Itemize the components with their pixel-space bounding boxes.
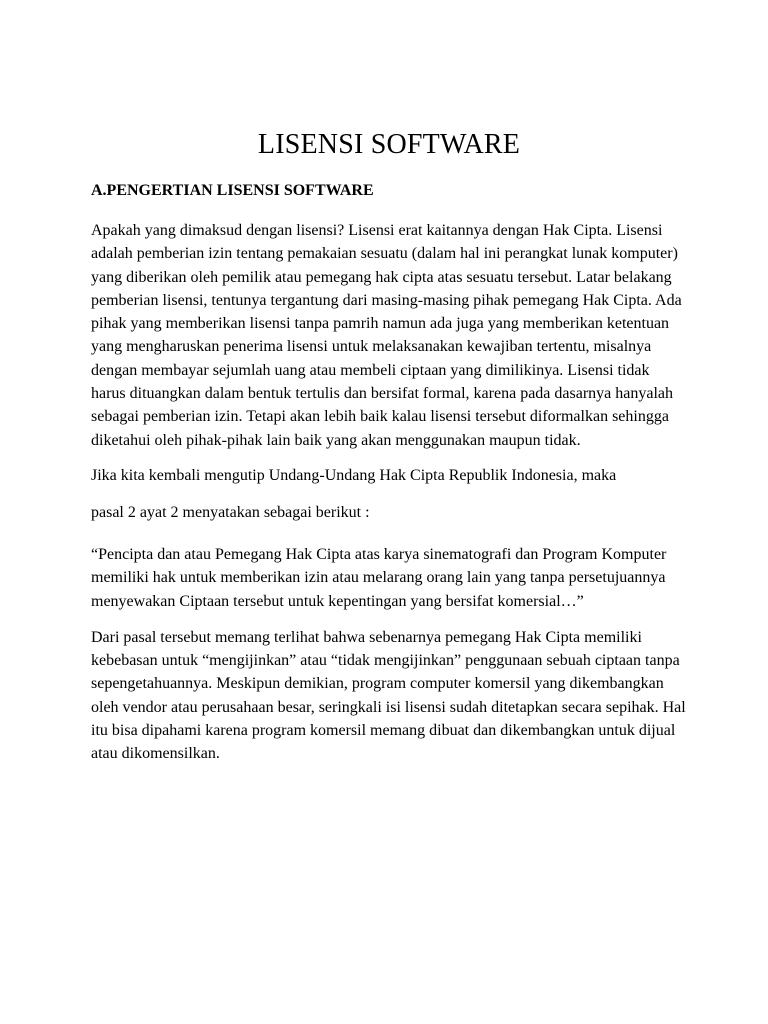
document-body bbox=[91, 128, 687, 779]
document-title: LISENSI SOFTWARE bbox=[257, 129, 521, 160]
paragraph-commercial-licensing: Dari pasal tersebut memang terlihat bahwa sebenarnya pemegang Hak Cipta memiliki kebebasan untuk “mengijinkan” atau “tidak mengijinkan” penggunaan sebuah ciptaan tanpa sepengetahuannya. Meskipun demikian, program computer komersil yang dikembangkan oleh vendor atau perusahaan besar, seringkali isi lisensi sudah ditetapkan secara sepihak. Hal itu bisa dipahami karena program komersil memang dibuat dan dikembangkan untuk dijual atau dikomensilkan. bbox=[91, 628, 686, 763]
paragraph-article-reference: pasal 2 ayat 2 menyatakan sebagai berikut : bbox=[91, 503, 370, 521]
paragraph-law-citation: Jika kita kembali mengutip Undang-Undang Hak Cipta Republik Indonesia, maka bbox=[91, 466, 617, 484]
paragraph-license-definition: Apakah yang dimaksud dengan lisensi? Lisensi erat kaitannya dengan Hak Cipta. Lisensi adalah pemberian izin tentang pemakaian sesuatu (dalam hal ini perangkat lunak komputer) yang diberikan oleh pemilik atau pemegang hak cipta atas sesuatu tersebut. Latar belakang pemberian lisensi, tentunya tergantung dari masing-masing pihak pemegang Hak Cipta. Ada pihak yang memberikan lisensi tanpa pamrih namun ada juga yang memberikan ketentuan yang mengharuskan penerima lisensi untuk melaksanakan kewajiban tertentu, misalnya dengan membayar sejumlah uang atau membeli ciptaan yang dimilikinya. Lisensi tidak harus dituangkan dalam bentuk tertulis dan bersifat formal, karena pada dasarnya hanyalah sebagai pemberian izin. Tetapi akan lebih baik kalau lisensi tersebut diformalkan sehingga diketahui oleh pihak-pihak lain baik yang akan menggunakan maupun tidak. bbox=[91, 222, 682, 449]
section-heading: A.PENGERTIAN LISENSI SOFTWARE bbox=[91, 182, 374, 199]
law-quote: “Pencipta dan atau Pemegang Hak Cipta atas karya sinematografi dan Program Komputer memiliki hak untuk memberikan izin atau melarang orang lain yang tanpa persetujuannya menyewakan Ciptaan tersebut untuk kepentingan yang bersifat komersial…” bbox=[91, 545, 667, 610]
